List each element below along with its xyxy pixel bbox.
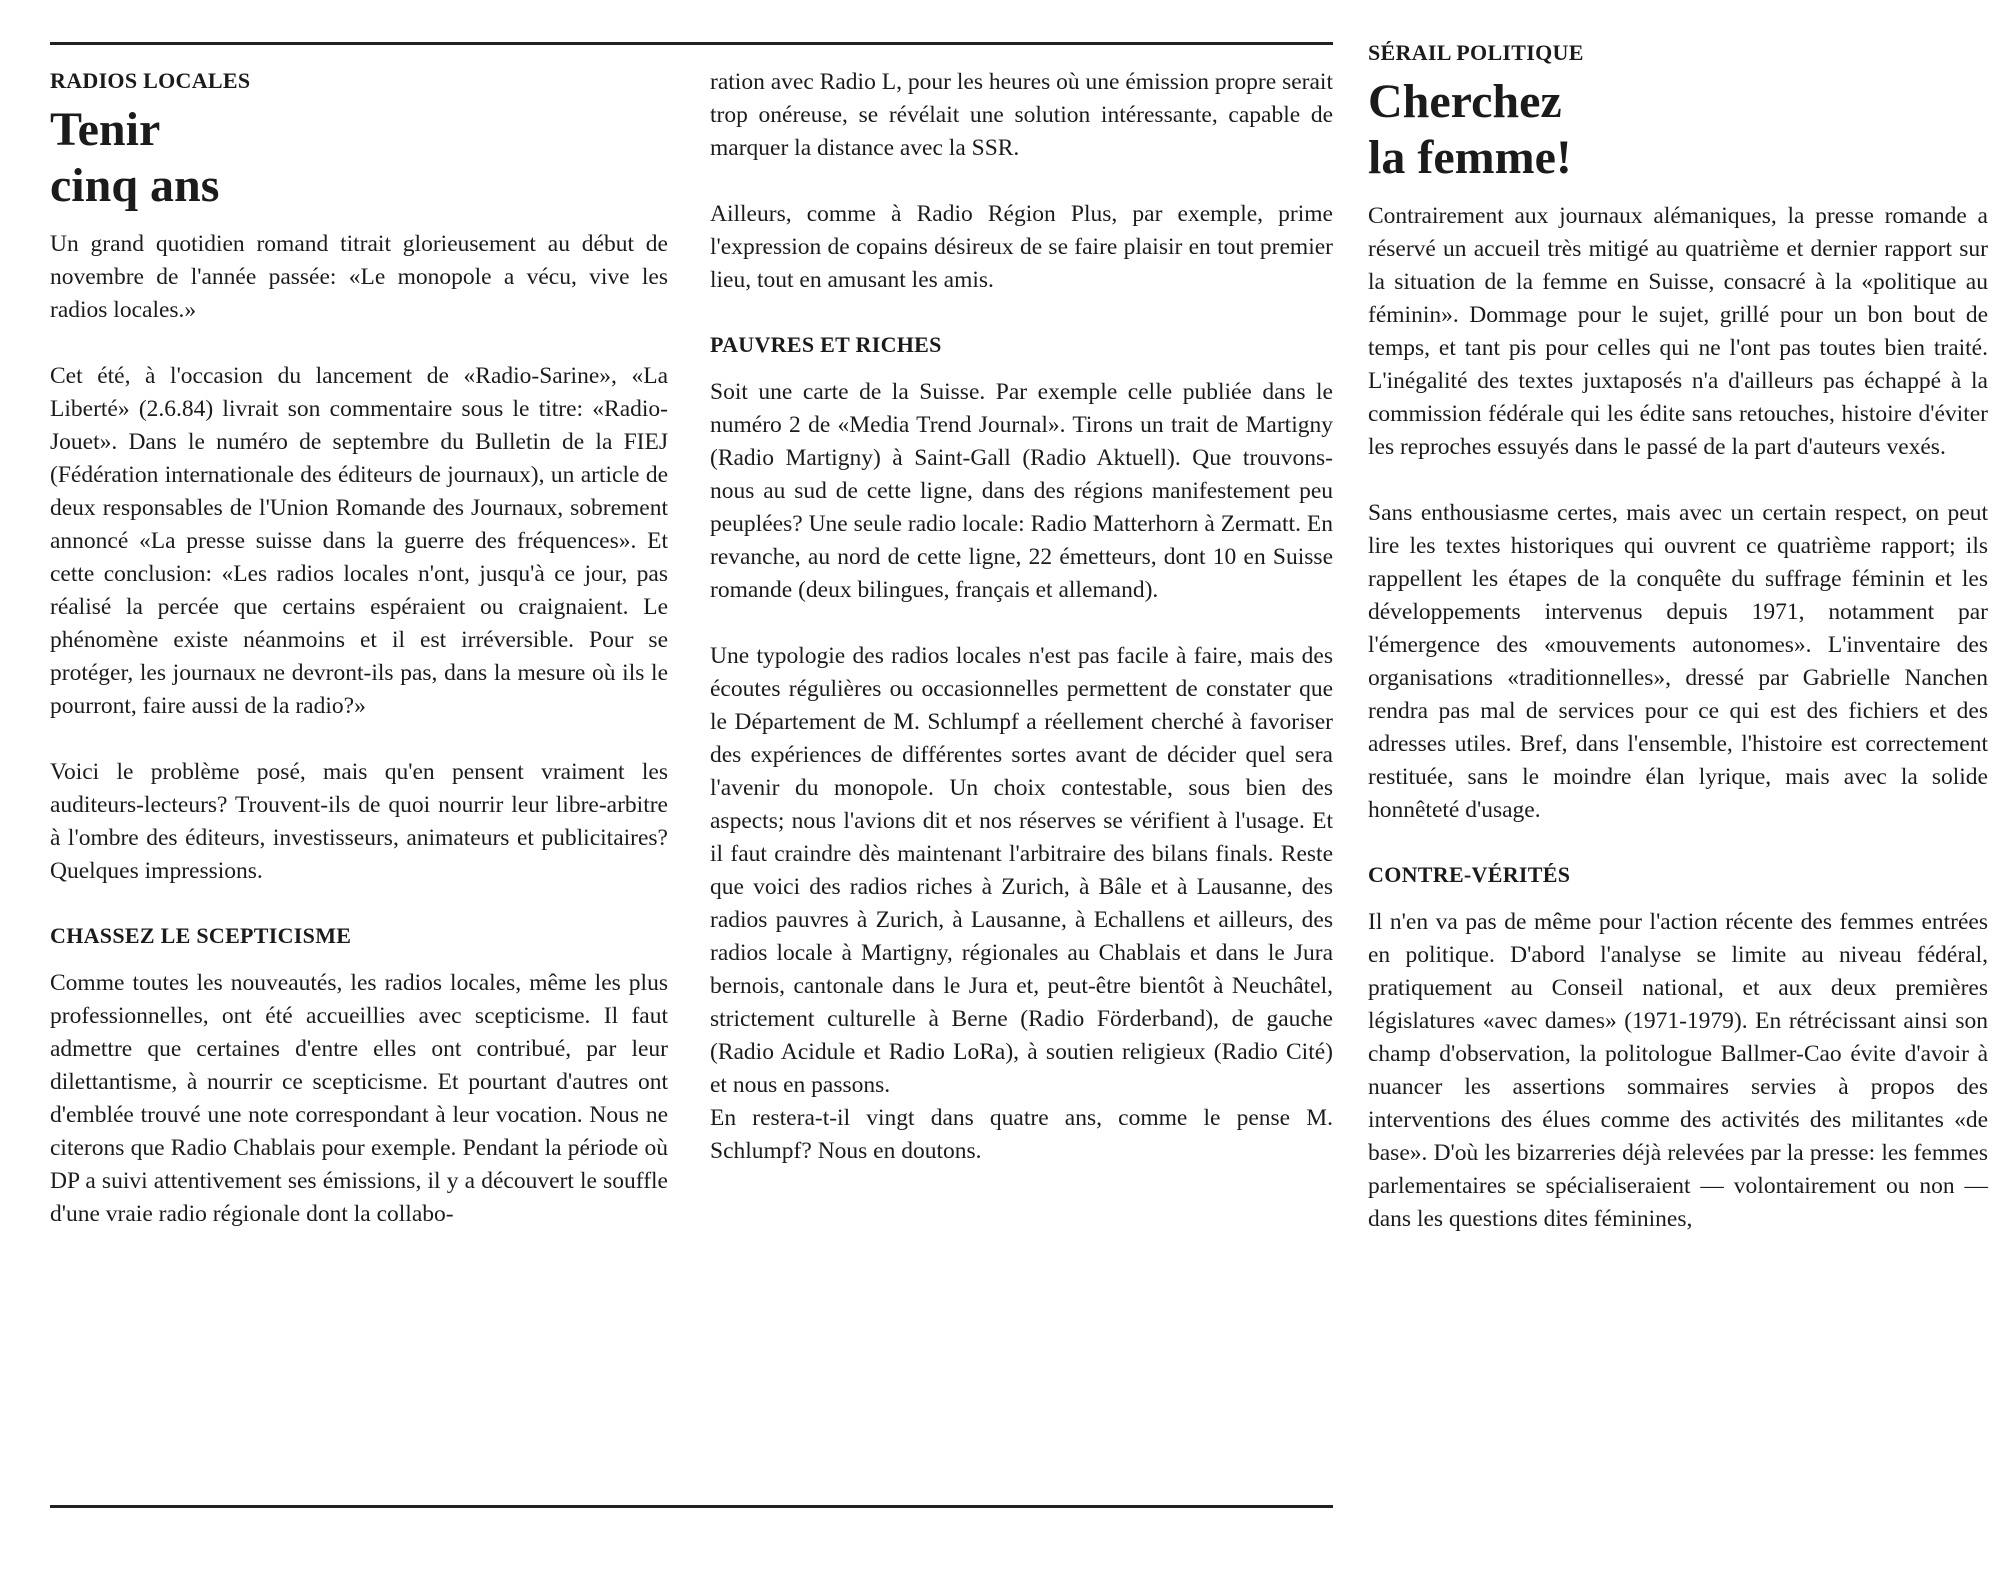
article1-kicker: RADIOS LOCALES (50, 68, 251, 93)
article1-title-line1: Tenir (50, 103, 161, 156)
article1-title (50, 102, 668, 214)
section-heading-pauvres: PAUVRES ET RICHES (710, 332, 942, 357)
article1-paragraph: En restera-t-il vingt dans quatre ans, comme le pense M. Schlumpf? Nous en doutons. (710, 1105, 1333, 1164)
article2-kicker: SÉRAIL POLITIQUE (1368, 40, 1584, 65)
article2-title-line1: Cherchez (1368, 75, 1562, 128)
article1-paragraph: Comme toutes les nouveautés, les radios locales, même les plus professionnelles, ont été accueillies avec scepticisme. Il faut admettre que certaines d'entre elles ont contribué, par leur dilettantisme, à nourrir ce scepticisme. Et pourtant d'autres ont d'emblée trouvé une note correspondant à leur vocation. Nous ne citerons que Radio Chablais pour exemple. Pendant la période où DP a suivi attentivement ses émissions, il y a découvert le souffle d'une vraie radio régionale dont la collabo- (50, 970, 668, 1227)
column-3 (1368, 38, 1988, 1236)
column-2 (710, 66, 1333, 1168)
column-1 (50, 66, 668, 1231)
article2-title-line2: la femme! (1368, 131, 1572, 184)
article1-paragraph: ration avec Radio L, pour les heures où une émission propre serait trop onéreuse, se révélait une solution intéressante, capable de marquer la distance avec la SSR. (710, 69, 1333, 161)
article1-paragraph: Un grand quotidien romand titrait glorieusement au début de novembre de l'année passée: «Le monopole a vécu, vive les radios locales.» (50, 231, 668, 323)
article2-paragraph: Contrairement aux journaux alémaniques, la presse romande a réservé un accueil très mitigé au quatrième et dernier rapport sur la situation de la femme en Suisse, consacré à la «politique au féminin». Dommage pour le sujet, grillé pour un bon bout de temps, et tant pis pour celles qui ne l'ont pas toutes bien traité. L'inégalité des textes juxtaposés n'a d'ailleurs pas échappé à la commission fédérale qui les édite sans retouches, histoire d'éviter les reproches essuyés dans le passé de la part d'auteurs vexés. (1368, 203, 1988, 460)
article2-paragraph: Il n'en va pas de même pour l'action récente des femmes entrées en politique. D'abord l'analyse se limite au niveau fédéral, pratiquement au Conseil national, et aux deux premières législatures «avec dames» (1971-1979). En rétrécissant ainsi son champ d'observation, la politologue Ballmer-Cao évite d'avoir à nuancer les assertions sommaires servies à propos des interventions des élues comme des activités des militantes «de base». D'où les bizarreries déjà relevées par la presse: les femmes parlementaires se spécialiseraient — volontairement ou non — dans les questions dites féminines, (1368, 909, 1988, 1232)
article1-title-line2: cinq ans (50, 159, 220, 212)
article1-paragraph: Une typologie des radios locales n'est pas facile à faire, mais des écoutes régulières ou occasionnelles permettent de constater que le Département de M. Schlumpf a réellement cherché à favoriser des expériences de différentes sortes avant de décider quel sera l'avenir du monopole. Un choix contestable, sous bien des aspects; nous l'avions dit et nos réserves se vérifient à l'usage. Et il faut craindre dès maintenant l'arbitraire des bilans finals. Reste que voici des radios riches à Zurich, à Bâle et à Lausanne, des radios pauvres à Zurich, à Lausanne, à Echallens et ailleurs, des radios locale à Martigny, régionales au Chablais et dans le Jura bernois, cantonale dans le Jura et, peut-être bientôt à Neuchâtel, strictement culturelle à Berne (Radio Förderband), de gauche (Radio Acidule et Radio LoRa), à soutien religieux (Radio Cité) et nous en passons. (710, 643, 1333, 1098)
article2-paragraph: Sans enthousiasme certes, mais avec un certain respect, on peut lire les textes historiques qui ouvrent ce quatrième rapport; ils rappellent les étapes de la conquête du suffrage féminin et les développements intervenus depuis 1971, notamment par l'émergence des «mouvements autonomes». L'inventaire des organisations «traditionnelles», dressé par Gabrielle Nanchen rendra pas mal de services pour ce qui est des fichiers et des adresses utiles. Bref, dans l'ensemble, l'histoire est correctement restituée, sans le moindre élan lyrique, mais avec la solide honnêteté d'usage. (1368, 500, 1988, 823)
bottom-rule (50, 1505, 1333, 1508)
article1-paragraph: Soit une carte de la Suisse. Par exemple celle publiée dans le numéro 2 de «Media Trend Journal». Tirons un trait de Martigny (Radio Martigny) à Saint-Gall (Radio Aktuell). Que trouvons-nous au sud de cette ligne, dans des régions manifestement peu peuplées? Une seule radio locale: Radio Matterhorn à Zermatt. En revanche, au nord de cette ligne, 22 émetteurs, dont 10 en Suisse romande (deux bilingues, français et allemand). (710, 379, 1333, 603)
section-heading-chassez: CHASSEZ LE SCEPTICISME (50, 923, 352, 948)
article1-paragraph: Cet été, à l'occasion du lancement de «Radio-Sarine», «La Liberté» (2.6.84) livrait son commentaire sous le titre: «Radio-Jouet». Dans le numéro de septembre du Bulletin de la FIEJ (Fédération internationale des éditeurs de journaux), un article de deux responsables de l'Union Romande des Journaux, sobrement annoncé «La presse suisse dans la guerre des fréquences». Et cette conclusion: «Les radios locales n'ont, jusqu'à ce jour, pas réalisé la percée que certains espéraient ou craignaient. Le phénomène existe néanmoins et il est irréversible. Pour se protéger, les journaux ne devront-ils pas, dans la mesure où ils le pourront, faire aussi de la radio?» (50, 363, 668, 719)
section-heading-contre-verites: CONTRE-VÉRITÉS (1368, 862, 1571, 887)
article1-paragraph: Ailleurs, comme à Radio Région Plus, par exemple, prime l'expression de copains désireux de se faire plaisir en tout premier lieu, tout en amusant les amis. (710, 201, 1333, 293)
top-rule (50, 42, 1333, 45)
article1-paragraph: Voici le problème posé, mais qu'en pensent vraiment les auditeurs-lecteurs? Trouvent-ils de quoi nourrir leur libre-arbitre à l'ombre des éditeurs, investisseurs, animateurs et publicitaires? Quelques impressions. (50, 759, 668, 884)
article2-title (1368, 74, 1988, 186)
